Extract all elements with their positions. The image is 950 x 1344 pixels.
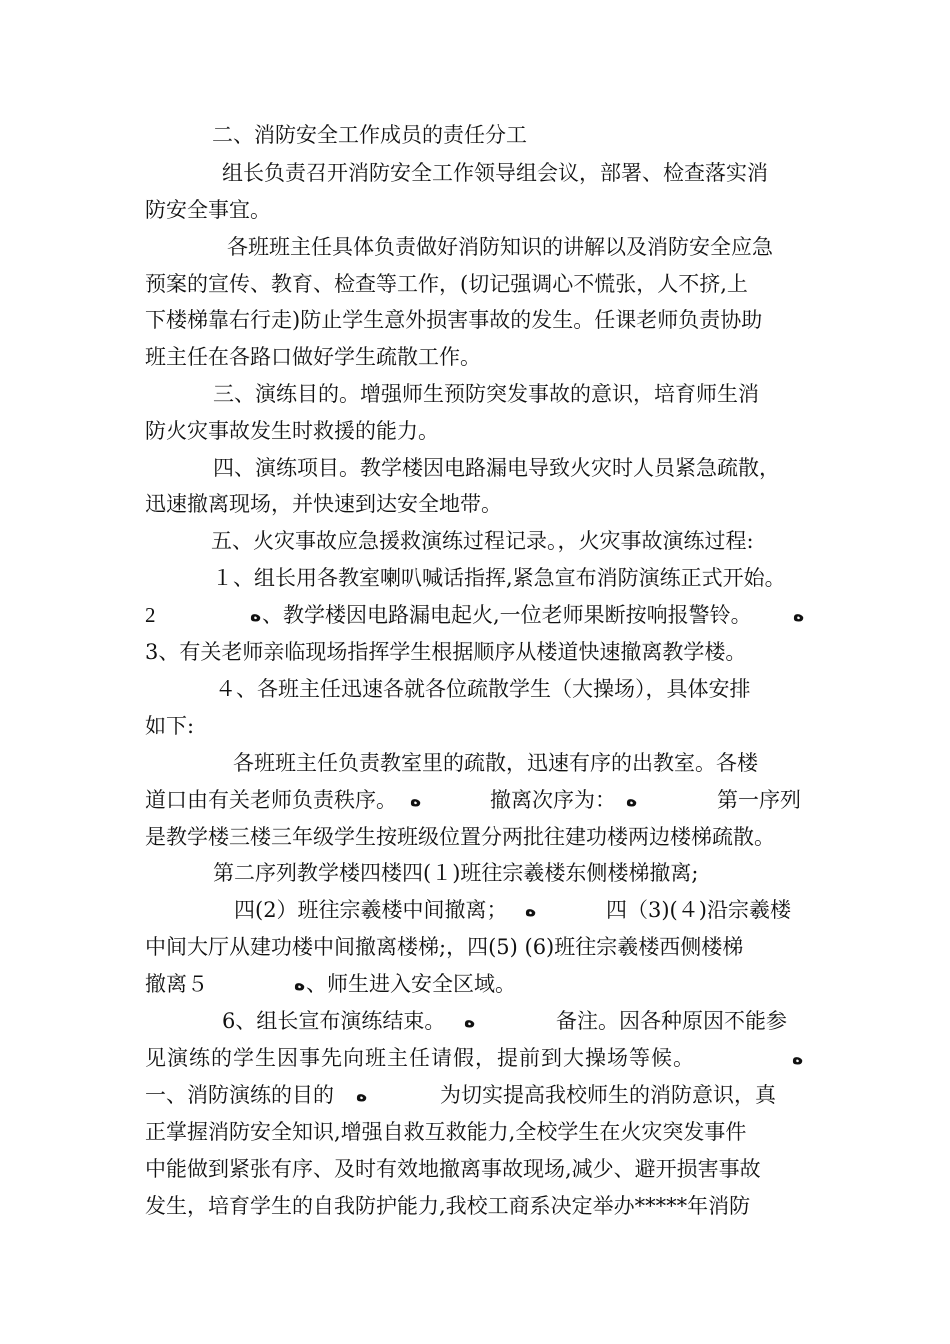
section-line	[0, 524, 950, 558]
paragraph-line	[0, 1152, 950, 1186]
text-segment: 组长负责召开消防安全工作领导组会议，部署、检查落实消	[222, 161, 768, 185]
text-segment: 班主任在各路口做好学生疏散工作。	[145, 345, 481, 369]
text-segment: 迅速撤离现场，并快速到达安全地带。	[145, 492, 502, 516]
paragraph-line	[0, 1189, 950, 1223]
list-item	[0, 561, 950, 595]
tab-mark-icon: ﻩ	[792, 1047, 804, 1069]
paragraph-line	[0, 856, 950, 890]
text-segment: ４、各班主任迅速各就各位疏散学生（大操场），具体安排	[215, 677, 751, 701]
text-segment: 下楼梯靠右行走)防止学生意外损害事故的发生。任课老师负责协助	[145, 308, 763, 332]
tab-mark-icon: ﻩ	[793, 604, 805, 626]
text-segment: 预案的宣传、教育、检查等工作，(切记强调心不慌张，人不挤,上	[145, 272, 748, 296]
tab-mark-icon: ﻩ	[294, 973, 306, 995]
text-segment: 是教学楼三楼三年级学生按班级位置分两批往建功楼两边楼梯疏散。	[145, 825, 775, 849]
paragraph-line	[0, 893, 950, 927]
section-line	[0, 377, 950, 411]
paragraph-line	[0, 930, 950, 964]
text-segment: 、师生进入安全区域。	[306, 972, 516, 996]
tab-mark-icon: ﻩ	[356, 1084, 368, 1106]
text-segment: 四、演练项目。教学楼因电路漏电导致火灾时人员紧急疏散，	[213, 456, 780, 480]
paragraph-line	[0, 193, 950, 227]
paragraph-line	[0, 1115, 950, 1149]
text-segment: 如下:	[145, 714, 195, 738]
text-segment: 防火灾事故发生时救援的能力。	[145, 419, 439, 443]
text-segment: 四(2）班往宗羲楼中间撤离；	[234, 898, 508, 922]
text-segment: 五、火灾事故应急援救演练过程记录。，火灾事故演练过程:	[211, 529, 754, 553]
text-segment: 发生，培育学生的自我防护能力,我校工商系决定举办*****年消防	[145, 1194, 751, 1218]
text-segment: 四（3)(４)沿宗羲楼	[606, 898, 791, 922]
paragraph-line	[0, 340, 950, 374]
text-segment: 各班班主任具体负责做好消防知识的讲解以及消防安全应急	[227, 235, 773, 259]
text-segment: 、教学楼因电路漏电起火,一位老师果断按响报警铃。	[262, 603, 752, 627]
tab-mark-icon: ﻩ	[410, 789, 422, 811]
text-segment: 各班班主任负责教室里的疏散，迅速有序的出教室。各楼	[233, 751, 758, 775]
section-line	[0, 451, 950, 485]
list-item	[0, 635, 950, 669]
paragraph-line	[0, 303, 950, 337]
section-heading	[0, 118, 950, 152]
paragraph-line	[0, 820, 950, 854]
text-segment: 三、演练目的。增强师生预防突发事故的意识，培育师生消	[213, 382, 759, 406]
text-segment: 第一序列	[717, 788, 801, 812]
paragraph-line	[0, 1041, 950, 1075]
text-segment: 撤离５	[145, 972, 208, 996]
paragraph-line	[0, 414, 950, 448]
text-segment: 防安全事宜。	[145, 198, 271, 222]
list-number: 2	[145, 603, 156, 627]
section-line	[0, 1078, 950, 1112]
paragraph-line	[0, 783, 950, 817]
text-segment: １、组长用各教室喇叭喊话指挥,紧急宣布消防演练正式开始。	[212, 566, 786, 590]
tab-mark-icon: ﻩ	[250, 604, 262, 626]
tab-mark-icon: ﻩ	[464, 1010, 476, 1032]
list-item	[0, 598, 950, 632]
text-segment: 备注。因各种原因不能参	[556, 1009, 787, 1033]
text-segment: 一、消防演练的目的	[145, 1083, 334, 1107]
text-segment: 正掌握消防安全知识,增强自救互救能力,全校学生在火灾突发事件	[145, 1120, 747, 1144]
list-item	[0, 672, 950, 706]
text-segment: 见演练的学生因事先向班主任请假，提前到大操场等候。	[145, 1046, 695, 1070]
paragraph-line	[0, 267, 950, 301]
text-segment: 为切实提高我校师生的消防意识，真	[440, 1083, 776, 1107]
text-segment: 二、消防安全工作成员的责任分工	[212, 123, 527, 147]
text-segment: 中间大厅从建功楼中间撤离楼梯;，四(5) (6)班往宗羲楼西侧楼梯	[145, 935, 744, 959]
tab-mark-icon: ﻩ	[525, 899, 537, 921]
paragraph-line	[0, 156, 950, 190]
text-segment: 第二序列教学楼四楼四(１)班往宗羲楼东侧楼梯撤离;	[213, 861, 699, 885]
paragraph-line	[0, 746, 950, 780]
tab-mark-icon: ﻩ	[626, 789, 638, 811]
paragraph-line	[0, 487, 950, 521]
text-segment: 3、有关老师亲临现场指挥学生根据顺序从楼道快速撤离教学楼。	[145, 640, 747, 664]
list-item	[0, 1004, 950, 1038]
text-segment: 撤离次序为：	[490, 788, 616, 812]
paragraph-line	[0, 230, 950, 264]
text-segment: 中能做到紧张有序、及时有效地撤离事故现场,减少、避开损害事故	[145, 1157, 761, 1181]
paragraph-line	[0, 709, 950, 743]
text-segment: 道口由有关老师负责秩序。	[145, 788, 397, 812]
list-item	[0, 967, 950, 1001]
text-segment: 6、组长宣布演练结束。	[222, 1009, 446, 1033]
